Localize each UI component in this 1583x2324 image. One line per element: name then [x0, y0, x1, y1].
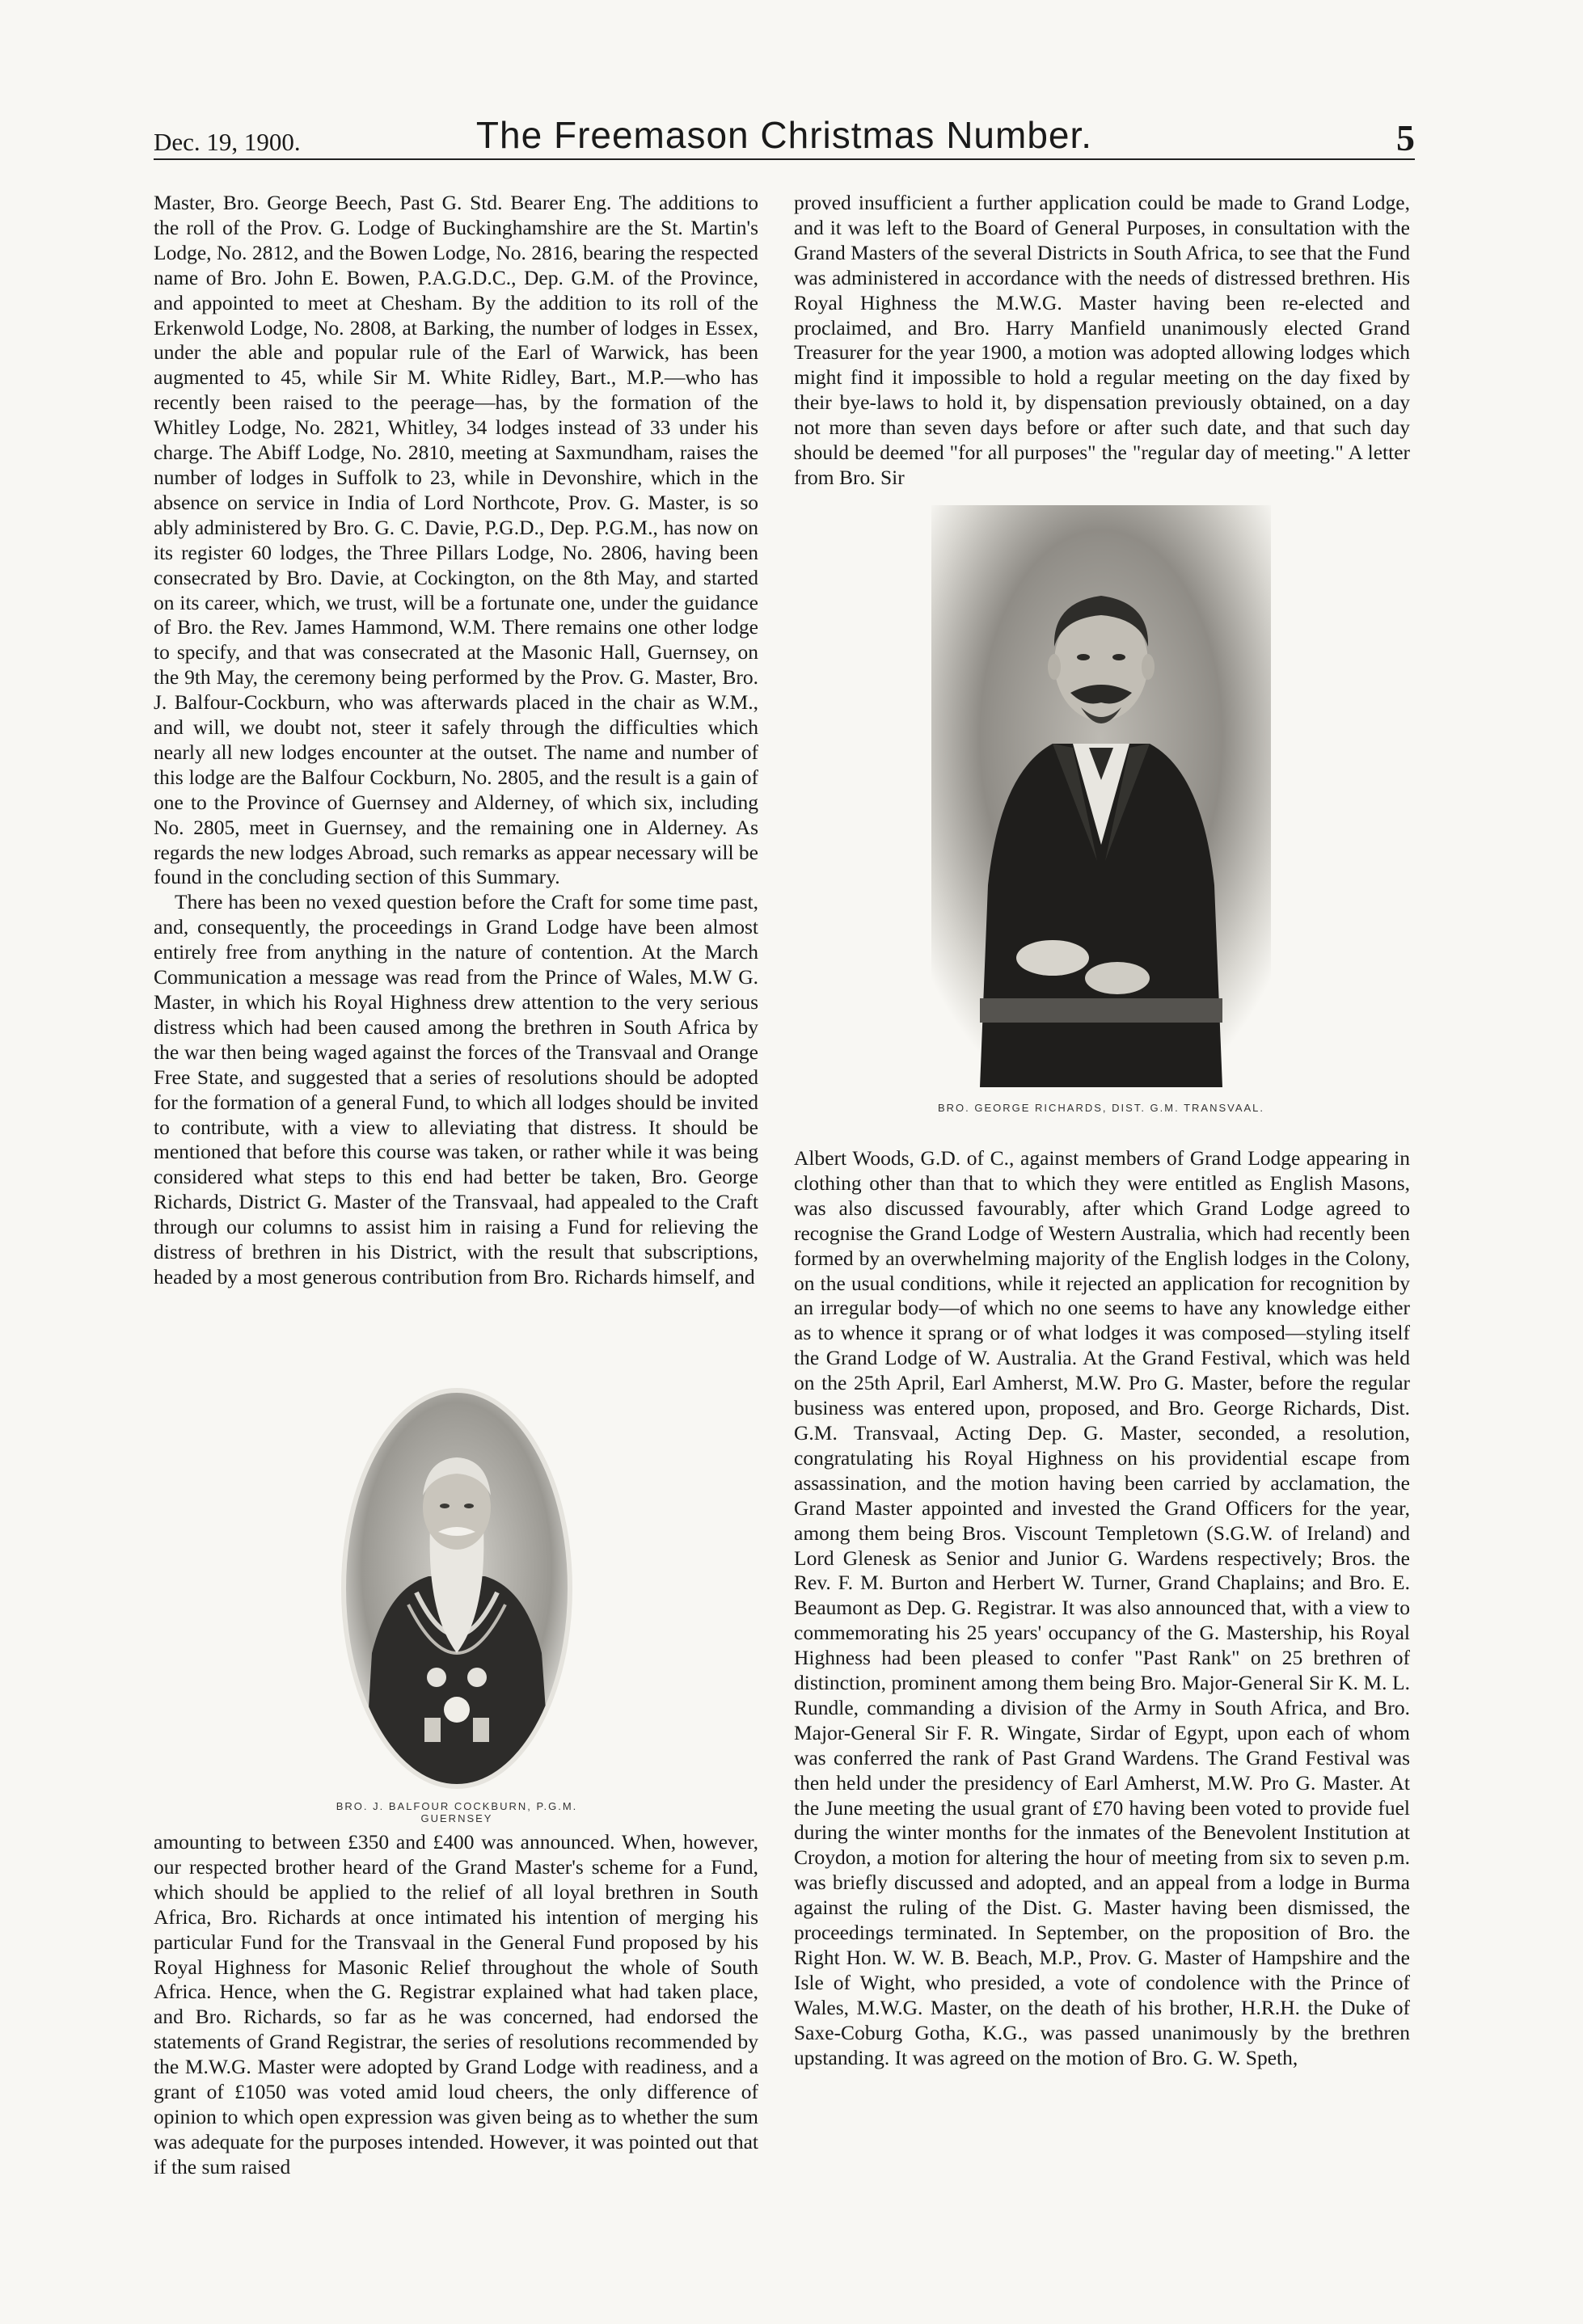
right-column-top: [794, 191, 1410, 491]
portrait-cockburn-caption: BRO. J. BALFOUR COCKBURN, P.G.M. GUERNSEY: [336, 1800, 578, 1824]
article-paragraph: amounting to between £350 and £400 was announced. When, however, our respected brother heard of the Grand Master's scheme for a Fund, which should be applied to the relief of all loyal brethren in South Africa, Bro. Richards at once intimated his intention of merging his particular Fund for the Transvaal in the General Fund proposed by his Royal Highness for Masonic Relief throughout the whole of South Africa. Hence, when the G. Registrar explained what had taken place, and Bro. Richards, so far as he was concerned, had endorsed the statements of Grand Registrar, the series of resolutions recommended by the M.W.G. Master were adopted by Grand Lodge with readiness, and a grant of £1050 was voted amid loud cheers, the only difference of opinion to which open expression was given being as to whether the sum was adequate for the purposes intended. However, it was pointed out that if the sum raised: [154, 1830, 758, 2178]
article-paragraph: proved insufficient a further application could be made to Grand Lodge, and it was left to the Board of General Purposes, in consultation with the Grand Masters of the several Districts in South Africa, to see that the Fund was administered in accordance with the needs of distressed brethren. His Royal Highness the M.W.G. Master having been re-elected and proclaimed, and Bro. Harry Manfield unanimously elected Grand Treasurer for the year 1900, a motion was adopted allowing lodges which might find it impossible to hold a regular meeting on the day fixed by their bye-laws to hold it, by dispensation previously obtained, on a day not more than seven days before or after such date, and that such day should be deemed "for all purposes" the "regular day of meeting." A letter from Bro. Sir: [794, 191, 1410, 489]
portrait-richards-caption: BRO. GEORGE RICHARDS, DIST. G.M. TRANSVAAL.: [937, 1102, 1265, 1114]
article-paragraph: Albert Woods, G.D. of C., against members of Grand Lodge appearing in clothing other than that to which they were entitled as English Masons, was also discussed favourably, after which Grand Lodge agreed to recognise the Grand Lodge of Western Australia, which had recently been formed by an overwhelming majority of the English lodges in the Colony, on the usual conditions, while it rejected an application for recognition by an irregular body—of which no one seems to have any knowledge either as to whence it sprang or of what lodges it was composed—styling itself the Grand Lodge of W. Australia. At the Grand Festival, which was held on the 25th April, Earl Amherst, M.W. Pro G. Master, before the regular business was entered upon, proposed, and Bro. George Richards, Dist. G.M. Transvaal, Acting Dep. G. Master, seconded, a resolution, congratulating his Royal Highness on his providential escape from assassination, and the motion having been carried by acclamation, the Grand Master appointed and invested the Grand Officers for the year, among them being Bros. Viscount Templetown (S.G.W. of Ireland) and Lord Glenesk as Senior and Junior G. Wardens respectively; Bros. the Rev. F. M. Burton and Herbert W. Turner, Grand Chaplains; and Bro. E. Beaumont as Dep. G. Registrar. It was also announced that, with a view to commemorating his 25 years' occupancy of the G. Mastership, his Royal Highness had been pleased to confer "Past Rank" on 25 brethren of distinction, prominent among them being Bro. Major-General Sir K. M. L. Rundle, commanding a division of the Army in South Africa, and Bro. Major-General Sir F. R. Wingate, Sirdar of Egypt, upon each of whom was conferred the rank of Past Grand Wardens. The Grand Festival was then held under the presidency of Earl Amherst, M.W. Pro G. Master. At the June meeting the usual grant of £70 having been voted to provide fuel during the winter months for the inmates of the Benevolent Institution at Croydon, a motion for altering the hour of meeting from six to seven p.m. was briefly discussed and adopted, and an appeal from a lodge in Burma against the ruling of the Dist. G. Master having been dismissed, the proceedings terminated. In September, on the proposition of Bro. the Right Hon. W. W. B. Beach, M.P., Prov. G. Master of Hampshire and the Isle of Wight, who presided, a vote of condolence with the Prince of Wales, M.W.G. Master, on the death of his brother, H.R.H. the Duke of Saxe-Coburg Gotha, K.G., was passed unanimously by the brethren upstanding. It was agreed on the motion of Bro. G. W. Speth,: [794, 1146, 1410, 2069]
portrait-richards: [931, 505, 1271, 1114]
portrait-richards-image: [931, 505, 1271, 1087]
article-paragraph: There has been no vexed question before the Craft for some time past, and, consequently, the proceedings in Grand Lodge have been almost entirely free from anything in the nature of contention. At the March Communication a message was read from the Prince of Wales, M.W G. Master, in which his Royal Highness drew attention to the very serious distress which had been caused among the brethren in South Africa by the war then being waged against the forces of the Transvaal and Orange Free State, and suggested that a series of resolutions should be adopted for the formation of a general Fund, to which all lodges should be invited to contribute, with a view to alleviating that distress. It should be mentioned that before this course was taken, or rather while it was being considered what steps to this end had better be taken, Bro. George Richards, District G. Master of the Transvaal, had appealed to the Craft through our columns to assist him in raising a Fund for relieving the distress of brethren in his District, with the result that subscriptions, headed by a most generous contribution from Bro. Richards himself, and: [154, 890, 758, 1289]
publication-title: The Freemason Christmas Number.: [475, 114, 1093, 156]
portrait-cockburn: [315, 1386, 598, 1824]
left-column-top: [154, 191, 758, 1290]
page-header: [154, 113, 1415, 160]
right-column-bottom: [794, 1146, 1410, 2071]
left-column-bottom: [154, 1830, 758, 2180]
issue-date: Dec. 19, 1900.: [154, 128, 301, 156]
article-paragraph: Master, Bro. George Beech, Past G. Std. Bearer Eng. The additions to the roll of the Prov. G. Lodge of Buckinghamshire are the St. Martin's Lodge, No. 2812, and the Bowen Lodge, No. 2816, bearing the respected name of Bro. John E. Bowen, P.A.G.D.C., Dep. G.M. of the Province, and appointed to meet at Chesham. By the addition to its roll of the Erkenwold Lodge, No. 2808, at Barking, the number of lodges in Essex, under the able and popular rule of the Earl of Warwick, has been augmented to 45, while Sir M. White Ridley, Bart., M.P.—who has recently been raised to the peerage—has, by the formation of the Whitley Lodge, No. 2821, Whitley, 34 lodges instead of 33 under his charge. The Abiff Lodge, No. 2810, meeting at Saxmundham, raises the number of lodges in Suffolk to 23, while in Devonshire, which in the absence on service in India of Lord Northcote, Prov. G. Master, is so ably administered by Bro. G. C. Davie, P.G.D., Dep. P.G.M., has now on its register 60 lodges, the Three Pillars Lodge, No. 2806, having been consecrated by Bro. Davie, at Cockington, on the 8th May, and started on its career, which, we trust, will be a fortunate one, under the guidance of Bro. the Rev. James Hammond, W.M. There remains one other lodge to specify, and that was consecrated at the Masonic Hall, Guernsey, on the 9th May, the ceremony being performed by the Prov. G. Master, Bro. J. Balfour-Cockburn, who was afterwards placed in the chair as W.M., and will, we doubt not, steer it safely through the difficulties which nearly all new lodges encounter at the outset. The name and number of this lodge are the Balfour Cockburn, No. 2805, and the result is a gain of one to the Province of Guernsey and Alderney, of which six, including No. 2805, meet in Guernsey, and the remaining one in Alderney. As regards the new lodges Abroad, such remarks as appear necessary will be found in the concluding section of this Summary.: [154, 191, 758, 889]
page-number: 5: [1396, 117, 1415, 158]
portrait-cockburn-image: [340, 1386, 574, 1790]
